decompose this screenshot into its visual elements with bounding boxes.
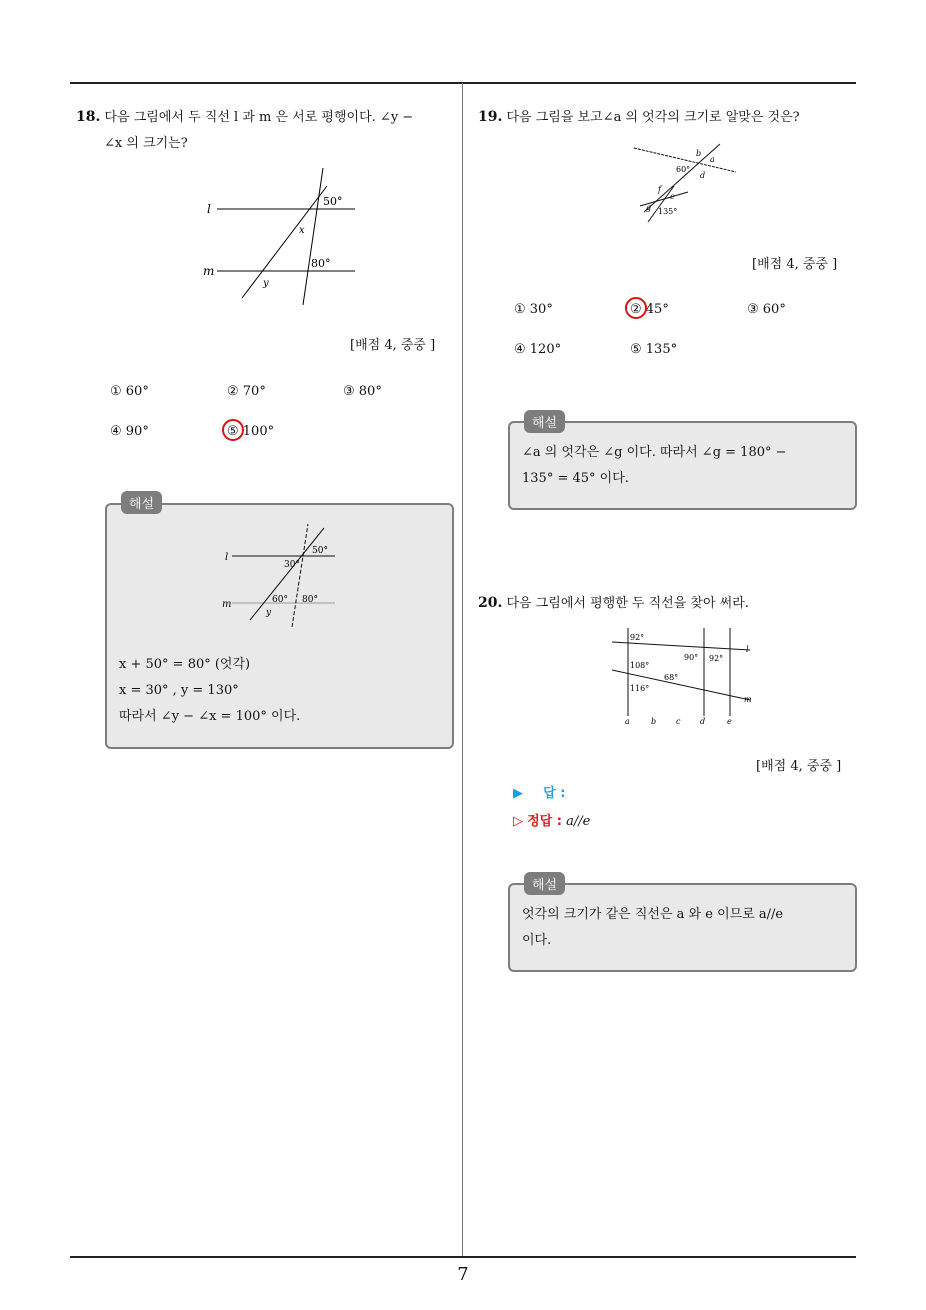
label-90: 90° [684,653,699,662]
q18-answer-mark [222,419,244,441]
q18-choice-1[interactable]: ① 60° [110,384,149,399]
question-text-line1: 다음 그림에서 두 직선 l 과 m 은 서로 평행이다. ∠y − [104,110,414,125]
q20-solution-tag: 해설 [524,872,565,895]
solution-line: x = 30° , y = 130° [119,683,239,698]
question-20 [478,590,858,617]
solution-line: 엇각의 크기가 같은 직선은 a 와 e 이므로 a//e [522,907,784,922]
solution-line: x + 50° = 80° (엇각) [119,657,251,672]
q18-choice-5[interactable]: ⑤ 100° [227,424,275,439]
label-b: b [696,149,702,158]
label-m: m [203,264,215,278]
label-l: l [207,202,211,216]
q20-figure [608,624,758,729]
q18-choice-3[interactable]: ③ 80° [343,384,382,399]
q19-choice-2[interactable]: ② 45° [630,302,669,317]
question-text: 다음 그림을 보고∠a 의 엇각의 크기로 알맞은 것은? [506,110,800,125]
q19-figure [630,140,740,225]
label-col-e: e [727,717,732,726]
q19-points: [배점 4, 중중 ] [752,257,838,272]
q19-solution-text [522,440,787,492]
question-19 [478,104,858,131]
play-icon: ▶ [513,786,523,801]
label-col-a: a [625,717,630,726]
label-x: x [299,225,305,236]
label-60: 60° [676,165,691,174]
label-col-b: b [651,717,657,726]
q19-solution-tag: 해설 [524,410,565,433]
label-116: 116° [630,684,650,693]
label-m: m [744,695,752,704]
q19-choice-3[interactable]: ③ 60° [747,302,786,317]
sol-label-60: 60° [272,595,288,605]
q20-answer-row [513,782,565,801]
bottom-rule [70,1256,856,1258]
q19-choice-5[interactable]: ⑤ 135° [630,342,678,357]
question-number: 19. [478,109,503,125]
label-d: d [700,171,706,180]
q18-points: [배점 4, 중중 ] [350,338,436,353]
q19-choice-1[interactable]: ① 30° [514,302,553,317]
label-l: l [746,645,749,654]
sol-label-y: y [266,608,272,618]
column-divider [462,83,463,1258]
answer-label: 답 : [543,786,566,801]
correct-label: 정답 : [527,814,562,829]
question-text: 다음 그림에서 평행한 두 직선을 찾아 써라. [506,596,749,611]
label-108: 108° [630,661,650,670]
label-col-c: c [676,717,681,726]
label-92a: 92° [630,633,645,642]
q20-correct-row [513,810,590,829]
label-f: f [658,185,661,194]
sol-label-50: 50° [312,546,328,556]
q18-solution-text [119,652,300,730]
label-92b: 92° [709,654,724,663]
sol-label-l: l [225,552,229,563]
question-18 [76,104,456,157]
q18-choice-2[interactable]: ② 70° [227,384,266,399]
solution-line: ∠a 의 엇각은 ∠g 이다. 따라서 ∠g = 180° − [522,445,787,460]
sol-label-80: 80° [302,595,318,605]
question-text-line2: ∠x 의 크기는? [104,136,188,151]
label-50: 50° [323,195,343,208]
sol-label-m: m [222,599,232,610]
label-a: a [710,155,715,164]
q18-solution-tag: 해설 [121,491,162,514]
q19-answer-mark [625,297,647,319]
page-number: 7 [457,1264,469,1285]
question-number: 18. [76,109,101,125]
label-68: 68° [664,673,679,682]
q18-choice-4[interactable]: ④ 90° [110,424,149,439]
solution-line: 따라서 ∠y − ∠x = 100° 이다. [119,709,301,724]
label-y: y [263,278,269,289]
label-col-d: d [700,717,706,726]
correct-value: a//e [566,814,591,829]
q18-solution-figure [220,522,345,632]
label-135: 135° [658,207,678,216]
q18-figure [195,160,365,305]
hollow-play-icon: ▷ [513,814,523,829]
label-g: g [646,203,652,212]
label-e: e [670,192,675,201]
top-rule [70,82,856,84]
question-number: 20. [478,595,503,611]
q19-choice-4[interactable]: ④ 120° [514,342,562,357]
label-80: 80° [311,257,331,270]
q20-points: [배점 4, 중중 ] [756,759,842,774]
solution-line: 이다. [522,933,552,948]
sol-label-30: 30° [284,560,300,570]
q20-solution-text [522,902,783,954]
solution-line: 135° = 45° 이다. [522,471,629,486]
